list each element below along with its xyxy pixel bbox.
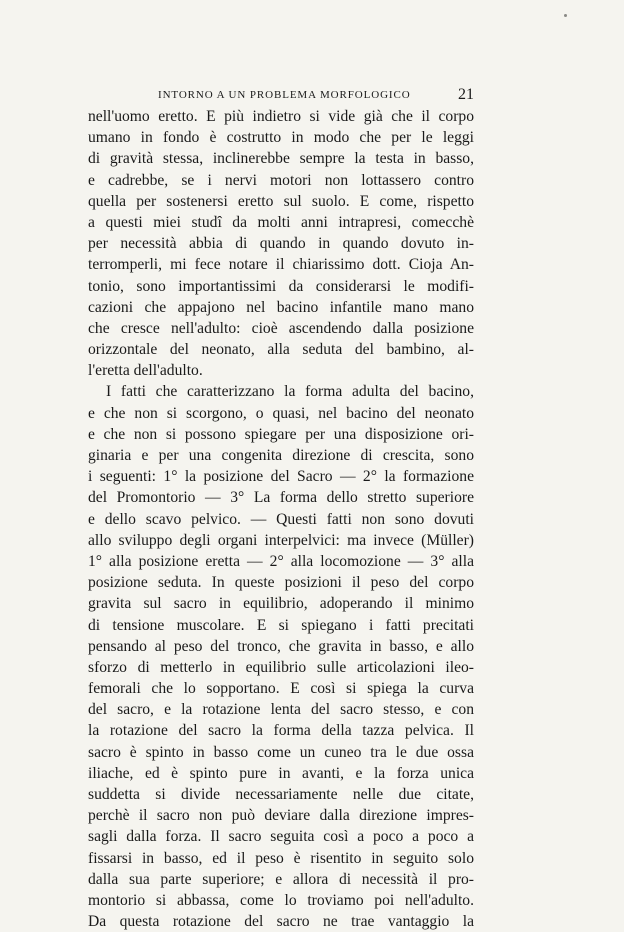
body-text <box>88 106 474 932</box>
text-line: e che non si scorgono, o quasi, nel bacino del neonato <box>88 404 474 422</box>
text-line: i seguenti: 1° la posizione del Sacro — 2° la formazione <box>88 468 474 486</box>
text-line: sagli dalla forza. Il sacro seguita così a poco a poco a <box>88 828 474 846</box>
text-line: sacro è spinto in basso come un cuneo tra le due ossa <box>88 743 474 761</box>
running-head: INTORNO A UN PROBLEMA MORFOLOGICO <box>158 89 411 101</box>
text-line: 1° alla posizione eretta — 2° alla locomozione — 3° alla <box>88 552 474 570</box>
text-line: la rotazione del sacro la forma della tazza pelvica. Il <box>88 722 474 740</box>
text-line: posizione seduta. In queste posizioni il peso del corpo <box>88 574 474 592</box>
text-line: del sacro, e la rotazione lenta del sacro stesso, e con <box>88 701 474 719</box>
text-line: montorio si abbassa, come lo troviamo poi nell'adulto. <box>88 891 474 909</box>
text-line: di gravità stessa, inclinerebbe sempre la testa in basso, <box>88 150 474 168</box>
text-line: che cresce nell'adulto: cioè ascendendo dalla posizione <box>88 319 474 337</box>
text-line: l'eretta dell'adulto. <box>88 362 203 380</box>
text-line: ginaria e per una congenita direzione di crescita, sono <box>88 447 474 464</box>
text-line: e che non si possono spiegare per una disposizione ori- <box>88 425 474 443</box>
text-line: femorali che lo sopportano. E così si spiega la curva <box>88 680 474 698</box>
text-line: tonio, sono importantissimi da considerarsi le modifi- <box>88 277 474 295</box>
text-line: pensando al peso del tronco, che gravita in basso, e allo <box>88 637 474 655</box>
text-line: sforzo di metterlo in equilibrio sulle articolazioni ileo- <box>88 658 474 676</box>
text-line: suddetta si divide necessariamente nelle due citate, <box>88 786 474 803</box>
paper-speck <box>564 14 567 17</box>
text-line: di tensione muscolare. E si spiegano i fatti precitati <box>88 616 474 634</box>
text-line: orizzontale del neonato, alla seduta del bambino, al- <box>88 341 474 359</box>
text-line: a questi miei studî da molti anni intrapresi, comecchè <box>88 213 474 231</box>
text-line: nell'uomo eretto. E più indietro si vide già che il corpo <box>88 108 474 125</box>
text-line: dalla sua parte superiore; e allora di necessità il pro- <box>88 870 474 888</box>
text-line: perchè il sacro non può deviare dalla direzione impres- <box>88 807 474 825</box>
text-line: cazioni che appajono nel bacino infantile mano mano <box>88 298 474 316</box>
text-line: per necessità abbia di quando in quando dovuto in- <box>88 235 474 253</box>
page-number: 21 <box>458 86 474 103</box>
text-line: Da questa rotazione del sacro ne trae vantaggio la <box>88 913 474 931</box>
text-line: umano in fondo è costrutto in modo che per le leggi <box>88 129 474 147</box>
text-line: gravita sul sacro in equilibrio, adoperando il minimo <box>88 595 474 613</box>
text-line: terromperli, mi fece notare il chiarissimo dott. Cioja An- <box>88 256 474 274</box>
text-line: e cadrebbe, se i nervi motori non lottassero contro <box>88 171 474 189</box>
text-line: iliache, ed è spinto pure in avanti, e la forza unica <box>88 764 474 782</box>
text-line: fissarsi in basso, ed il peso è risentito in seguito solo <box>88 849 474 867</box>
text-line: allo sviluppo degli organi interpelvici: ma invece (Müller) <box>88 531 474 549</box>
text-line: quella per sostenersi eretto sul suolo. E come, rispetto <box>88 192 474 210</box>
text-line: e dello scavo pelvico. — Questi fatti non sono dovuti <box>88 510 474 528</box>
text-line: del Promontorio — 3° La forma dello stretto superiore <box>88 489 474 507</box>
text-line: I fatti che caratterizzano la forma adulta del bacino, <box>106 383 474 401</box>
